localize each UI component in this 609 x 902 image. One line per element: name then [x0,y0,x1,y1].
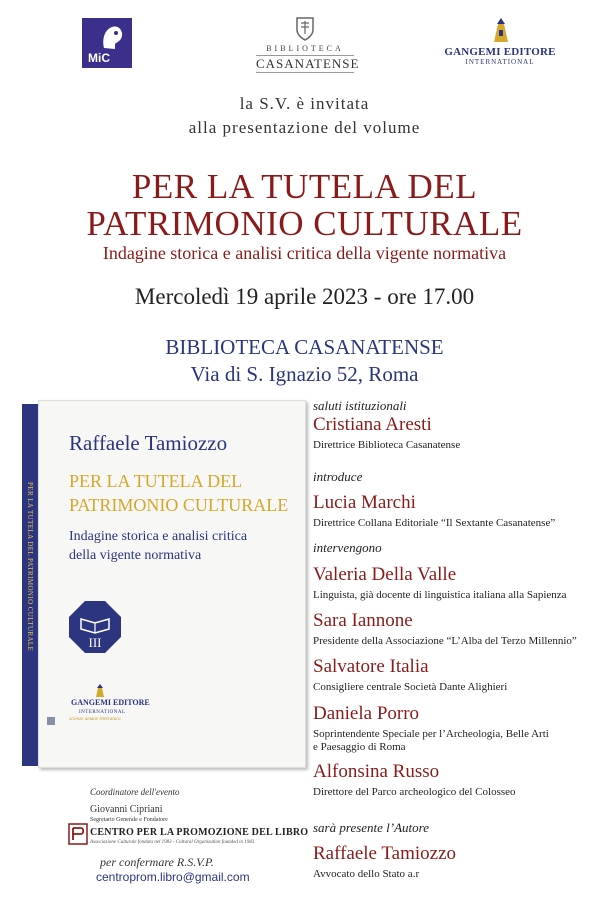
speaker-marchi-desc: Direttrice Collana Editoriale “Il Sextante Casanatense” [313,517,556,529]
speaker-aresti-name: Cristiana Aresti [313,414,432,435]
book-publisher-sub: INTERNATIONAL [79,710,126,715]
speaker-dellavalle-desc: Linguista, già docente di linguistica italiana alla Sapienza [313,589,567,601]
book-subtitle-line-2: della vigente normativa [69,548,202,563]
book-title-line-2: PATRIMONIO CULTURALE [69,495,289,515]
invite-line-2: alla presentazione del volume [188,118,421,137]
speaker-porro-name: Daniela Porro [313,703,420,724]
invite-line-1: la S.V. è invitata [239,94,370,113]
speaker-marchi-name: Lucia Marchi [313,492,416,513]
book-spine [22,404,38,766]
book-publisher-line: scienze umane letteratura [69,717,121,722]
speaker-porro-desc [313,728,603,754]
coordinator-role: Segretario Generale e Fondatore [90,817,168,823]
mic-head-icon [96,22,126,52]
author-tamiozzo-name: Raffaele Tamiozzo [313,843,457,864]
event-datetime: Mercoledì 19 aprile 2023 - ore 17.00 [134,284,475,309]
book-publisher: GANGEMI EDITORE [71,698,150,707]
volume-number: III [88,635,102,650]
mic-logo [82,18,132,68]
book-spine-text: PER LA TUTELA DEL PATRIMONIO CULTURALE [26,482,34,652]
centro-line: Associazione Culturale fondata nel 1983 - Cultural Organization founded in 1983 [90,840,255,845]
speaker-russo-desc: Direttore del Parco archeologico del Colosseo [313,786,516,798]
speaker-porro-desc-line-2: e Paesaggio di Roma [313,741,406,753]
mic-logo-text: MiC [88,51,110,65]
gangemi-editore-logo [440,16,560,76]
volume-badge-icon [67,599,123,655]
event-title-line-2: PATRIMONIO CULTURALE [86,204,523,243]
book-front [38,400,306,768]
venue-name: BIBLIOTECA CASANATENSE [165,335,444,359]
centro-name: CENTRO PER LA PROMOZIONE DEL LIBRO [90,827,309,838]
crest-icon [293,14,317,42]
speaker-porro-desc-line-1: Soprintendente Speciale per l’Archeologia, Belle Arti [313,728,549,740]
book-author: Raffaele Tamiozzo [69,431,228,455]
book-title [69,469,288,517]
speaker-iannone-name: Sara Iannone [313,610,413,631]
book-subtitle-line-1: Indagine storica e analisi critica [69,529,248,544]
role-introduce: introduce [313,469,363,484]
book-title-line-1: PER LA TUTELA DEL [69,471,243,491]
speaker-russo-name: Alfonsina Russo [313,761,440,782]
biblioteca-logo-top: BIBLIOTECA [266,44,344,53]
biblioteca-logo-main: CASANATENSE [256,56,360,71]
speaker-italia-desc: Consigliere centrale Società Dante Alighieri [313,681,508,693]
book-subtitle [69,527,247,565]
book-corner-icon [47,717,55,725]
coordinator-label: Coordinatore dell'evento [90,787,180,797]
centro-logo-icon [68,823,88,845]
speaker-iannone-desc: Presidente della Associazione “L’Alba del Terzo Millennio” [313,635,577,647]
biblioteca-casanatense-logo [250,14,360,74]
gangemi-logo-main: GANGEMI EDITORE [444,46,556,58]
role-saluti: saluti istituzionali [313,398,407,413]
gangemi-tower-icon [488,16,514,44]
book-publisher-icon [93,684,107,698]
coordinator-name: Giovanni Cipriani [90,804,163,815]
speaker-aresti-desc: Direttrice Biblioteca Casanatense [313,439,461,451]
role-autore: sarà presente l’Autore [313,820,430,835]
gangemi-logo-sub: INTERNATIONAL [465,58,535,66]
speaker-dellavalle-name: Valeria Della Valle [313,564,457,585]
speaker-italia-name: Salvatore Italia [313,656,429,677]
book-cover-image [22,400,306,770]
venue-address: Via di S. Ignazio 52, Roma [190,362,419,386]
logo-row [0,14,609,74]
event-title-line-1: PER LA TUTELA DEL [131,167,478,206]
event-subtitle: Indagine storica e analisi critica della vigente normativa [102,243,507,263]
author-tamiozzo-desc: Avvocato dello Stato a.r [313,868,420,880]
volume-badge [67,599,123,660]
rsvp-email-link[interactable]: centroprom.libro@gmail.com [96,870,250,884]
role-intervengono: intervengono [313,540,382,555]
rsvp-text: per confermare R.S.V.P. [100,855,214,869]
